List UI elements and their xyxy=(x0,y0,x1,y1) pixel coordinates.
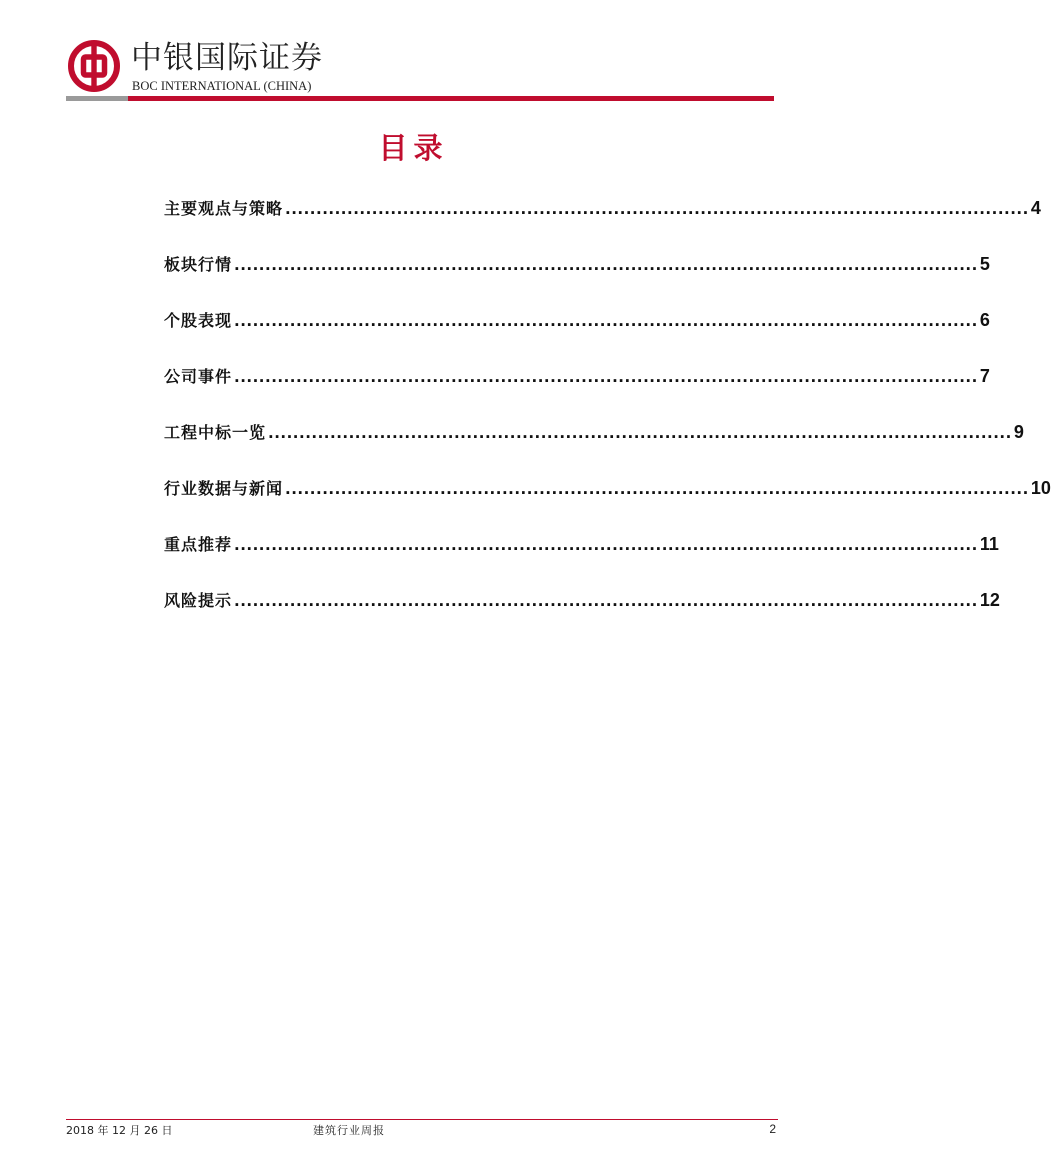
boc-logo-icon xyxy=(68,40,120,92)
toc-entry[interactable] xyxy=(164,528,999,584)
toc-title: 目录 xyxy=(378,131,449,165)
toc-leader-dots: ........................................................................................................................ xyxy=(234,536,978,554)
toc-entry-label: 个股表现 xyxy=(164,311,233,330)
toc-entry[interactable] xyxy=(164,360,990,416)
brand-name-cn: 中银国际证券 xyxy=(131,40,323,76)
toc-entry-label: 板块行情 xyxy=(164,255,233,274)
toc-entry-page: 5 xyxy=(979,254,990,274)
toc-entry[interactable] xyxy=(164,248,990,304)
toc-entry[interactable] xyxy=(164,304,990,360)
toc-entry-label: 风险提示 xyxy=(164,591,233,610)
toc-leader-dots: ........................................................................................................................ xyxy=(285,480,1029,498)
toc-entry[interactable] xyxy=(164,416,1024,472)
toc-leader-dots: ........................................................................................................................ xyxy=(234,368,978,386)
toc-entry-page: 9 xyxy=(1013,422,1024,442)
toc-entry-page: 6 xyxy=(979,310,990,330)
toc-leader-dots: ........................................................................................................................ xyxy=(234,312,978,330)
toc-entry-page: 10 xyxy=(1030,478,1051,498)
toc-entry-page: 7 xyxy=(979,366,990,386)
toc-leader-dots: ........................................................................................................................ xyxy=(234,256,978,274)
toc-entry-label: 公司事件 xyxy=(164,367,233,386)
footer-report-name: 建筑行业周报 xyxy=(313,1124,385,1137)
toc-entry-label: 工程中标一览 xyxy=(164,423,267,442)
toc-entry-page: 4 xyxy=(1030,198,1041,218)
table-of-contents xyxy=(164,192,1051,640)
toc-entry-page: 11 xyxy=(979,534,999,554)
toc-entry[interactable] xyxy=(164,472,1051,528)
header-bar-red xyxy=(128,96,774,101)
header-bar-grey xyxy=(66,96,128,101)
footer-rule xyxy=(66,1119,778,1120)
toc-entry[interactable] xyxy=(164,584,1000,640)
footer-date: 2018 年 12 月 26 日 xyxy=(66,1124,173,1137)
toc-entry[interactable] xyxy=(164,192,1041,248)
toc-entry-label: 主要观点与策略 xyxy=(164,199,284,218)
footer-page-number: 2 xyxy=(769,1122,776,1136)
toc-leader-dots: ........................................................................................................................ xyxy=(285,200,1029,218)
toc-leader-dots: ........................................................................................................................ xyxy=(268,424,1012,442)
brand-name-en: BOC INTERNATIONAL (CHINA) xyxy=(132,79,312,93)
toc-entry-label: 重点推荐 xyxy=(164,535,233,554)
toc-entry-label: 行业数据与新闻 xyxy=(164,479,284,498)
toc-entry-page: 12 xyxy=(979,590,1000,610)
toc-leader-dots: ........................................................................................................................ xyxy=(234,592,978,610)
header-bar xyxy=(66,96,774,101)
